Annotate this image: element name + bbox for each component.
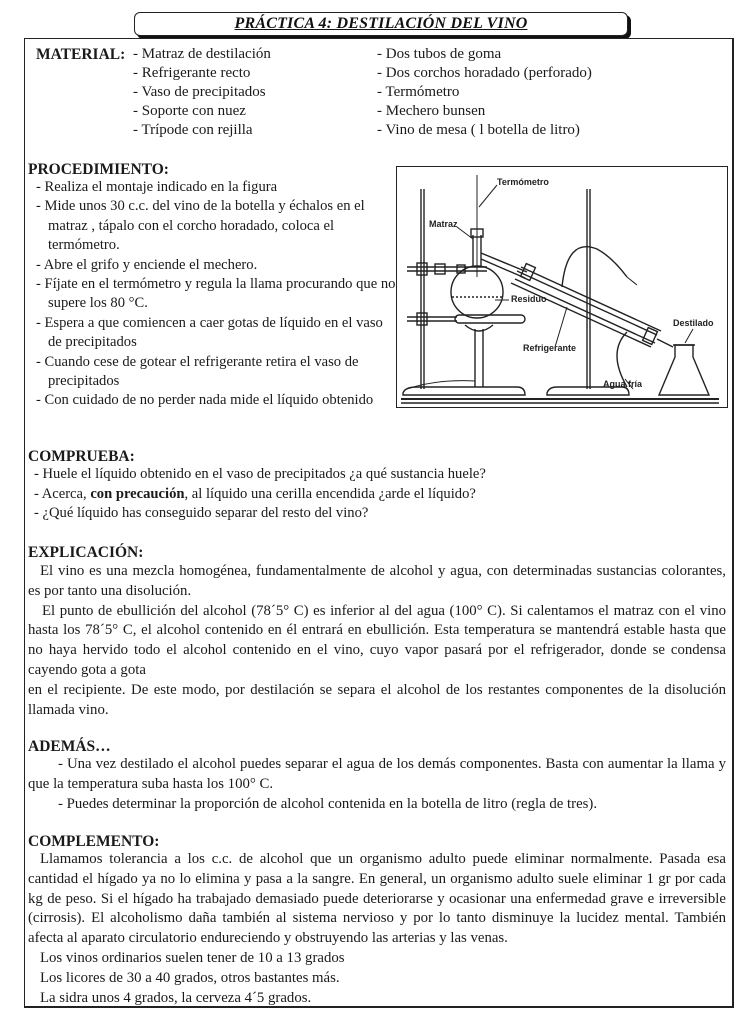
label-residuo: Residuo (511, 294, 547, 304)
material-item: - Trípode con rejilla (133, 122, 253, 138)
complemento-body (28, 850, 726, 1008)
explicacion-body (28, 562, 726, 720)
procedure-step: - Abre el grifo y enciende el mechero. (36, 256, 258, 273)
comprueba-list (34, 465, 486, 524)
ademas-heading: ADEMÁS… (28, 738, 111, 755)
ademas-body (28, 755, 726, 814)
material-item: - Soporte con nuez (133, 103, 246, 119)
complemento-line: Los licores de 30 a 40 grados, otros bastantes más. (40, 969, 340, 986)
procedure-step: - Espera a que comiencen a caer gotas de líquido en el vaso de precipitados (36, 314, 383, 351)
comprueba-item: - ¿Qué líquido has conseguido separar del resto del vino? (34, 505, 369, 521)
material-item: - Dos tubos de goma (377, 46, 502, 62)
procedure-step: - Realiza el montaje indicado en la figura (36, 179, 278, 195)
comprueba-item: - Huele el líquido obtenido en el vaso de precipitados ¿a qué sustancia huele? (34, 466, 486, 482)
material-item: - Mechero bunsen (377, 103, 486, 119)
distillation-apparatus-figure (396, 166, 728, 408)
label-matraz: Matraz (429, 219, 458, 229)
material-heading: MATERIAL: (36, 46, 126, 63)
material-list-right (377, 45, 592, 140)
label-agua-fria: Agua fría (603, 379, 643, 389)
procedure-step: - Con cuidado de no perder nada mide el líquido obtenido (36, 392, 374, 409)
page-title-box (134, 12, 628, 36)
procedure-step: - Mide unos 30 c.c. del vino de la botella y échalos en el matraz , tápalo con el corcho horadado, coloca el termómetro. (36, 198, 365, 254)
procedimiento-list (36, 178, 396, 411)
complemento-line: Los vinos ordinarios suelen tener de 10 a 13 grados (40, 949, 345, 966)
comprueba-item: - Acerca, con precaución, al líquido una cerilla encendida ¿arde el líquido? (34, 485, 476, 502)
material-list-left (133, 45, 271, 140)
material-item: - Matraz de destilación (133, 46, 271, 62)
procedure-step: - Fíjate en el termómetro y regula la llama procurando que no supere los 80 °C. (36, 276, 396, 312)
page-title: PRÁCTICA 4: DESTILACIÓN DEL VINO (234, 15, 528, 32)
explicacion-paragraph: en el recipiente. De este modo, por destilación se separa el alcohol de los restantes componentes de la disolución llamada vino. (28, 681, 726, 718)
material-item: - Dos corchos horadado (perforado) (377, 65, 592, 81)
label-refrigerante: Refrigerante (523, 343, 577, 353)
label-termometro: Termómetro (497, 177, 549, 187)
procedimiento-heading: PROCEDIMIENTO: (28, 161, 169, 178)
label-destilado: Destilado (673, 318, 714, 328)
complemento-line: La sidra unos 4 grados, la cerveza 4´5 grados. (40, 989, 312, 1006)
explicacion-paragraph: El vino es una mezcla homogénea, fundamentalmente de alcohol y agua, con determinadas sustancias colorantes, es por tanto una disolución. (28, 563, 726, 599)
complemento-paragraph: Llamamos tolerancia a los c.c. de alcohol que un organismo adulto puede eliminar normalmente. Pasada esa cantidad el hígado ya no lo elimina y pasa a la sangre. En general, un organismo adulto suele eliminar 1 gr por cada kg de peso. Si el hígado ha trabajado demasiado puede deteriorarse y ocasionar una enfermedad grave e irreversible (cirrosis). El alcoholismo daña también al sistema nervioso y por lo tanto disminuye la lucidez mental. También afecta al aparato circulatorio endureciendo y obstruyendo las arterias y las venas. (28, 851, 726, 947)
precaution-emphasis: con precaución (90, 485, 185, 502)
procedure-step: - Cuando cese de gotear el refrigerante retira el vaso de precipitados (36, 353, 359, 390)
ademas-paragraph: - Puedes determinar la proporción de alcohol contenida en la botella de litro (regla de tres). (58, 795, 598, 812)
material-item: - Termómetro (377, 84, 460, 100)
explicacion-heading: EXPLICACIÓN: (28, 544, 144, 561)
explicacion-paragraph: El punto de ebullición del alcohol (78´5° C) es inferior al del agua (100° C). Si calentamos el matraz con el vino hasta los 78´5° C, el alcohol contenido en él entrará en ebullición. Esta temperatura se mantendrá estable hasta que no haya hervido todo el alcohol contenido en el vino, cuyo vapor pasará por el refrigerador, donde se condensa cayendo gota a gota (28, 602, 726, 678)
ademas-paragraph: - Una vez destilado el alcohol puedes separar el agua de los demás componentes. Basta con aumentar la llama y que la temperatura suba hasta los 100° C. (28, 756, 726, 792)
comprueba-heading: COMPRUEBA: (28, 448, 135, 465)
complemento-heading: COMPLEMENTO: (28, 833, 160, 850)
material-item: - Refrigerante recto (133, 65, 251, 81)
material-item: - Vino de mesa ( l botella de litro) (377, 122, 580, 138)
material-item: - Vaso de precipitados (133, 84, 266, 100)
distillation-diagram (397, 167, 729, 409)
